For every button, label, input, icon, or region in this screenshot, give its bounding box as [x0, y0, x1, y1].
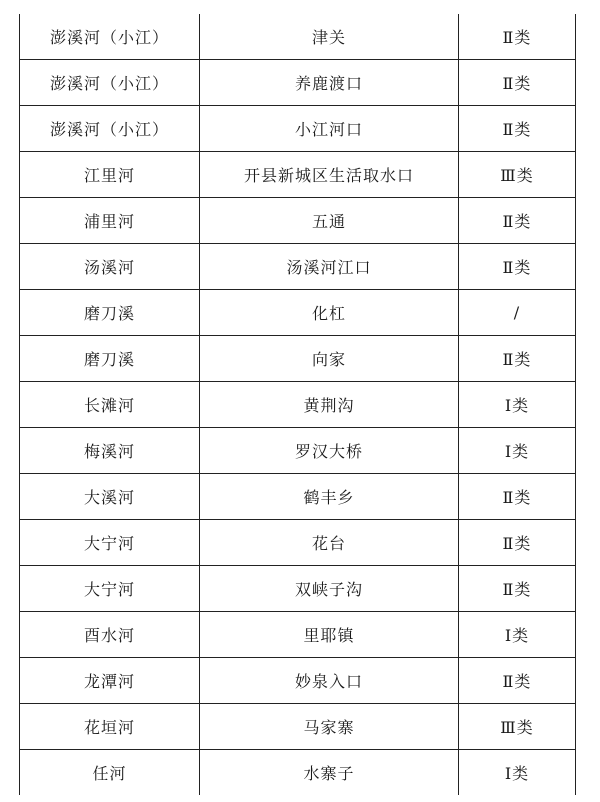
table-row — [20, 704, 576, 750]
river-name-cell: 大溪河 — [20, 474, 200, 520]
table-row — [20, 612, 576, 658]
river-name-cell: 大宁河 — [20, 566, 200, 612]
river-name-cell: 澎溪河（小江） — [20, 60, 200, 106]
category-cell: Ⅱ类 — [459, 336, 576, 382]
river-name-cell: 磨刀溪 — [20, 290, 200, 336]
table-row — [20, 520, 576, 566]
category-cell: Ⅰ类 — [459, 382, 576, 428]
section-name-cell: 双峡子沟 — [200, 566, 459, 612]
section-name-cell: 鹤丰乡 — [200, 474, 459, 520]
water-quality-table — [19, 14, 576, 795]
category-cell: Ⅱ类 — [459, 566, 576, 612]
table-row — [20, 290, 576, 336]
river-name-cell: 浦里河 — [20, 198, 200, 244]
table-row — [20, 382, 576, 428]
table-row — [20, 428, 576, 474]
table-row — [20, 244, 576, 290]
river-name-cell: 龙潭河 — [20, 658, 200, 704]
category-cell: Ⅲ类 — [459, 152, 576, 198]
table-body — [20, 14, 576, 795]
section-name-cell: 花台 — [200, 520, 459, 566]
category-cell: Ⅰ类 — [459, 428, 576, 474]
river-name-cell: 酉水河 — [20, 612, 200, 658]
category-cell: Ⅱ类 — [459, 60, 576, 106]
river-name-cell: 澎溪河（小江） — [20, 106, 200, 152]
category-cell: Ⅰ类 — [459, 750, 576, 796]
river-name-cell: 汤溪河 — [20, 244, 200, 290]
table-row — [20, 14, 576, 60]
section-name-cell: 开县新城区生活取水口 — [200, 152, 459, 198]
river-name-cell: 任河 — [20, 750, 200, 796]
category-cell: Ⅱ类 — [459, 244, 576, 290]
table-row — [20, 106, 576, 152]
category-cell: Ⅱ类 — [459, 106, 576, 152]
table-row — [20, 152, 576, 198]
category-cell: Ⅰ类 — [459, 612, 576, 658]
river-name-cell: 澎溪河（小江） — [20, 14, 200, 60]
section-name-cell: 水寨子 — [200, 750, 459, 796]
river-name-cell: 花垣河 — [20, 704, 200, 750]
category-cell: Ⅱ类 — [459, 658, 576, 704]
section-name-cell: 五通 — [200, 198, 459, 244]
table-row — [20, 60, 576, 106]
section-name-cell: 妙泉入口 — [200, 658, 459, 704]
section-name-cell: 汤溪河江口 — [200, 244, 459, 290]
section-name-cell: 津关 — [200, 14, 459, 60]
document-page — [19, 14, 575, 795]
river-name-cell: 长滩河 — [20, 382, 200, 428]
section-name-cell: 罗汉大桥 — [200, 428, 459, 474]
section-name-cell: 黄荆沟 — [200, 382, 459, 428]
category-cell: Ⅲ类 — [459, 704, 576, 750]
table-row — [20, 336, 576, 382]
section-name-cell: 养鹿渡口 — [200, 60, 459, 106]
section-name-cell: 马家寨 — [200, 704, 459, 750]
section-name-cell: 向家 — [200, 336, 459, 382]
table-row — [20, 566, 576, 612]
category-cell: Ⅱ类 — [459, 14, 576, 60]
section-name-cell: 化杠 — [200, 290, 459, 336]
river-name-cell: 梅溪河 — [20, 428, 200, 474]
table-row — [20, 198, 576, 244]
category-cell: / — [459, 290, 576, 336]
section-name-cell: 小江河口 — [200, 106, 459, 152]
table-row — [20, 474, 576, 520]
category-cell: Ⅱ类 — [459, 474, 576, 520]
table-row — [20, 750, 576, 796]
river-name-cell: 江里河 — [20, 152, 200, 198]
table-row — [20, 658, 576, 704]
category-cell: Ⅱ类 — [459, 520, 576, 566]
river-name-cell: 磨刀溪 — [20, 336, 200, 382]
category-cell: Ⅱ类 — [459, 198, 576, 244]
river-name-cell: 大宁河 — [20, 520, 200, 566]
section-name-cell: 里耶镇 — [200, 612, 459, 658]
